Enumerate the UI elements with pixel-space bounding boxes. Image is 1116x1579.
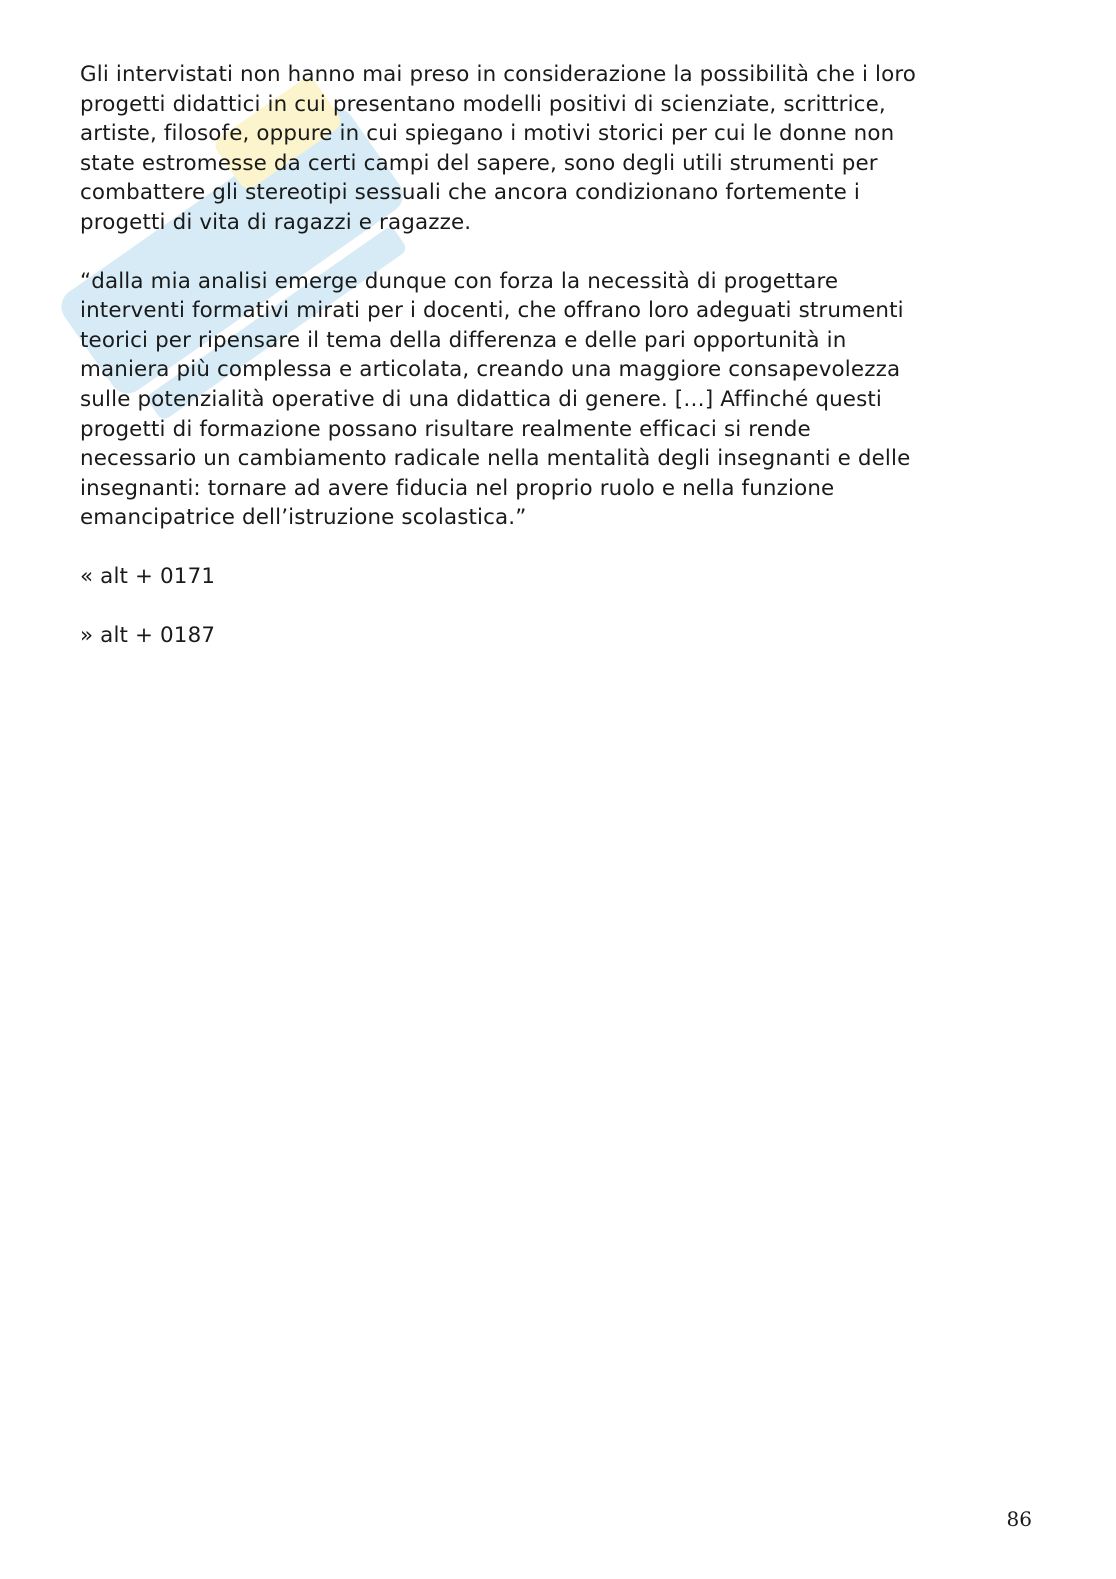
paragraph-intro: Gli intervistati non hanno mai preso in considerazione la possibilità che i loro progetti didattici in cui presentano modelli positivi di scienziate, scrittrice, artiste, filosofe, oppure in cui spiegano i motivi storici per cui le donne non state estromesse da certi campi del sapere, sono degli utili strumenti per combattere gli stereotipi sessuali che ancora condizionano fortemente i progetti di vita di ragazzi e ragazze. [80,62,917,235]
document-body [80,60,1040,679]
page-number: 86 [1006,1507,1032,1531]
paragraph-left-guillemet-shortcut: « alt + 0171 [80,563,216,589]
paragraph-quote: “dalla mia analisi emerge dunque con forza la necessità di progettare interventi formativi mirati per i docenti, che offrano loro adeguati strumenti teorici per ripensare il tema della differenza e delle pari opportunità in maniera più complessa e articolata, creando una maggiore consapevolezza sulle potenzialità operative di una didattica di genere. […] Affinché questi progetti di formazione possano risultare realmente efficaci si rende necessario un cambiamento radicale nella mentalità degli insegnanti e delle insegnanti: tornare ad avere fiducia nel proprio ruolo e nella funzione emancipatrice dell’istruzione scolastica.” [80,268,911,531]
paragraph-right-guillemet-shortcut: » alt + 0187 [80,622,216,648]
